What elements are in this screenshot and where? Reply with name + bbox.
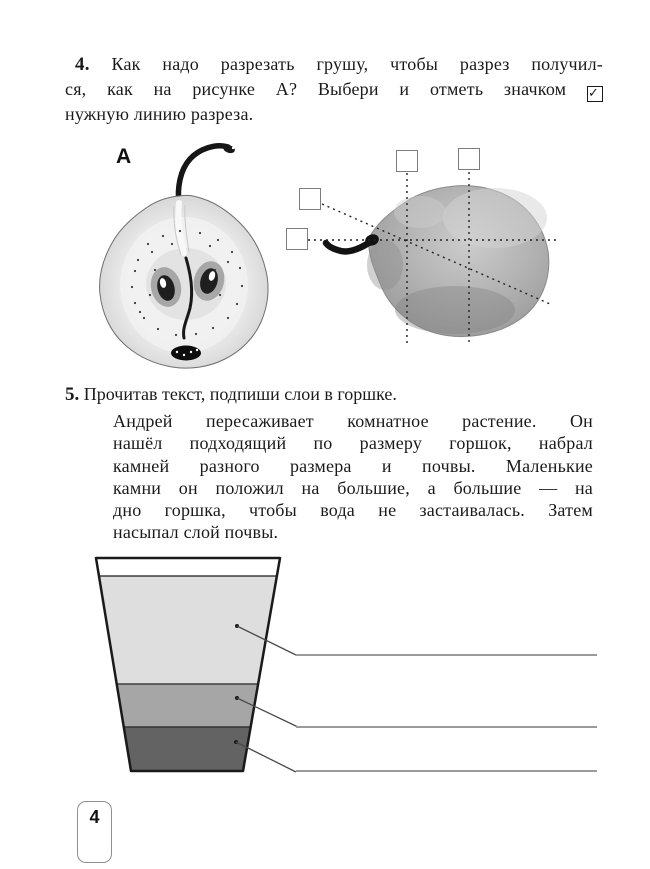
task-5-paragraph	[113, 410, 593, 544]
task-5-heading	[65, 382, 603, 407]
task4-line2-text: ся, как на рисунке А? Выбери и отметь значком	[65, 79, 567, 99]
half-pear-illustration	[100, 144, 268, 369]
task5-para-line-3: камней разного размера и почвы. Маленькие	[113, 455, 593, 476]
pot-layer-large-stones	[124, 727, 251, 771]
pot-drawing	[90, 550, 600, 795]
checkbox-vertical-neck-cut[interactable]	[396, 150, 418, 172]
checked-checkbox-icon	[587, 86, 603, 102]
calyx	[171, 346, 201, 361]
task4-number: 4.	[75, 54, 90, 75]
task4-text-line-2	[65, 77, 603, 102]
task5-para-line-2: нашёл подходящий по размеру горшок, набрал	[113, 433, 593, 454]
pot-layer-soil	[99, 576, 277, 684]
pear-figure	[0, 140, 650, 373]
answer-line-large-stones[interactable]	[296, 770, 597, 772]
task5-number: 5.	[65, 384, 80, 405]
task4-text-line-1	[65, 52, 603, 77]
picture-a-label: А	[116, 145, 132, 168]
task5-para-line-1: Андрей пересаживает комнатное растение. Он	[113, 411, 593, 431]
task5-para-line-5: дно горшка, чтобы вода не застаивалась. Затем	[113, 500, 593, 521]
task5-para-line-4: камни он положил на большие, а большие — на	[113, 477, 593, 498]
task5-para-line-6: насыпал слой почвы.	[113, 522, 279, 543]
task5-heading-text: Прочитав текст, подпиши слои в горшке.	[83, 384, 397, 404]
pear-figure-drawing	[60, 140, 620, 373]
answer-line-small-stones[interactable]	[296, 726, 597, 728]
checkbox-horizontal-cut[interactable]	[286, 228, 308, 250]
pot-figure	[0, 550, 650, 795]
checkbox-diagonal-cut[interactable]	[299, 188, 321, 210]
checkbox-vertical-middle-cut[interactable]	[458, 148, 480, 170]
check-glyph: ✓	[588, 86, 600, 101]
task4-text-line-3	[65, 102, 603, 127]
task4-line3-text: нужную линию разреза.	[65, 104, 254, 124]
whole-pear-stem	[326, 240, 373, 251]
task-4-statement	[65, 52, 603, 127]
page-number-box	[77, 801, 112, 863]
answer-line-soil[interactable]	[296, 654, 597, 656]
task4-line1-text: Как надо разрезать грушу, чтобы разрез получил-	[111, 54, 603, 74]
page-number: 4	[89, 807, 100, 827]
pot-layer-small-stones	[117, 684, 258, 727]
whole-pear-photo	[326, 186, 549, 337]
